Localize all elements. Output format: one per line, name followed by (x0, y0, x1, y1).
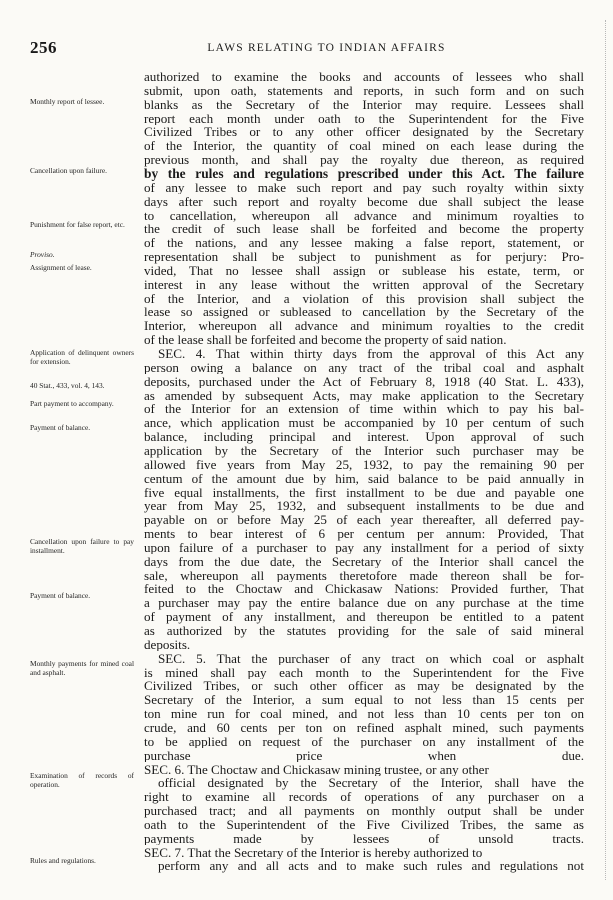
margin-note: Cancellation upon failure to pay installment. (30, 537, 134, 555)
body-line: days after such report and royalty become due shall subject the lease (144, 194, 584, 209)
body-line: official designated by the Secretary of the Interior, shall have the (158, 776, 584, 790)
body-line: to be applied on request of the purchaser on any installment of the (144, 734, 584, 749)
body-line: a purchaser may pay the entire balance due on any purchase at the time (144, 596, 584, 610)
body-line: perform any and all acts and to make such rules and regulations not (158, 859, 584, 874)
body-line: Secretary of the Interior, a sum equal to not less than 15 cents per (144, 693, 584, 707)
body-line: days from the due date, the Secretary of the Interior shall cancel the (144, 554, 584, 569)
body-line: SEC. 4. That within thirty days from the approval of this Act any (158, 347, 584, 361)
body-line: five equal installments, the first installment to be due and payable one (144, 485, 584, 500)
body-line: report each month under oath to the Superintendent for the Five (144, 111, 584, 126)
body-line: deposits. (144, 637, 191, 652)
margin-note: Part payment to accompany. (30, 399, 114, 408)
margin-note: Cancellation upon failure. (30, 166, 107, 175)
body-line: ton mine run for coal mined, and not less than 10 cents per ton on (144, 707, 584, 721)
body-line: balance, including principal and interest. Upon approval of such (144, 430, 584, 444)
margin-note: Monthly report of lessee. (30, 97, 105, 106)
body-line: SEC. 6. The Choctaw and Chickasaw mining trustee, or any other (144, 762, 489, 777)
margin-note: Application of delinquent owners for extension. (30, 348, 134, 366)
body-line: application by the Secretary of the Interior such purchaser may be (144, 443, 584, 458)
body-line: payments made by lessees of unsold tracts. (144, 831, 584, 846)
body-line: representation shall be subject to punishment as for perjury: Pro- (144, 250, 584, 264)
margin-note: Examination of records of operation. (30, 771, 134, 789)
body-line: of the Interior, and a violation of this provision shall subject the (144, 291, 584, 306)
body-line: of the nations, and any lessee making a false report, statement, or (144, 236, 584, 250)
body-line: previous month, and shall pay the royalty due thereon, as required (144, 153, 584, 167)
body-line: of the Interior, the quantity of coal mined on each lease during the (144, 139, 584, 153)
body-line: oath to the Superintendent of the Five Civilized Tribes, the same as (144, 817, 584, 832)
body-line: upon failure of a purchaser to pay any installment for a period of sixty (144, 540, 584, 555)
body-line: feited to the Choctaw and Chickasaw Nations: Provided further, That (144, 582, 584, 597)
page-number: 256 (30, 38, 57, 57)
body-line: ance, which application must be accompanied by 10 per centum of such (144, 416, 584, 430)
body-line: person owing a balance on any tract of the tribal coal and asphalt (144, 360, 584, 375)
margin-note: Proviso. (30, 250, 55, 259)
body-line: lease so assigned or subleased to cancellation by the Secretary of the (144, 305, 584, 320)
body-line: of payment of any installment, and thereupon be entitled to a patent (144, 610, 584, 624)
margin-note: Payment of balance. (30, 423, 91, 432)
body-line: sale, whereupon all payments theretofore made thereon shall be for- (144, 568, 584, 583)
running-head: LAWS RELATING TO INDIAN AFFAIRS (207, 42, 446, 54)
margin-note: Punishment for false report, etc. (30, 220, 125, 229)
body-line: SEC. 5. That the purchaser of any tract on which coal or asphalt (158, 651, 584, 666)
body-line: blanks as the Secretary of the Interior may require. Lessees shall (144, 97, 584, 112)
body-line: by the rules and regulations prescribed under this Act. The failure (144, 166, 584, 181)
body-line: of the Interior for an extension of time within which to pay his bal- (144, 402, 584, 416)
margin-note: Monthly payments for mined coal and asphalt. (30, 659, 134, 677)
body-line: of the lease shall be forfeited and become the property of said nation. (144, 333, 507, 347)
body-line: crude, and 60 cents per ton on refined asphalt mined, such payments (144, 720, 584, 735)
margin-note: Rules and regulations. (30, 856, 96, 865)
body-line: authorized to examine the books and accounts of lessees who shall (144, 70, 584, 84)
body-line: submit, upon oath, statements and reports, in such form and on such (144, 83, 584, 98)
body-line: the credit of such lease shall be forfeited and become the property (144, 222, 584, 236)
body-line: is mined shall pay each month to the Superintendent for the Five (144, 665, 584, 680)
body-line: allowed five years from May 25, 1932, to pay the remaining 90 per (144, 457, 584, 472)
body-line: SEC. 7. That the Secretary of the Interior is hereby authorized to (144, 845, 483, 860)
body-line: ments to bear interest of 6 per centum per annum: Provided, That (144, 527, 584, 541)
margin-note: Payment of balance. (30, 591, 91, 600)
body-line: centum of the amount due by him, said balance to be paid annually in (144, 471, 584, 486)
body-line: purchase price when due. (144, 748, 584, 763)
margin-note: 40 Stat., 433, vol. 4, 143. (30, 381, 105, 390)
body-line: as authorized by the statutes providing for the sale of said mineral (144, 624, 584, 638)
body-line: Civilized Tribes or to any other officer designated by the Secretary (144, 125, 584, 139)
page-edge (605, 20, 609, 880)
body-line: purchased tract; and all payments on monthly output shall be under (144, 804, 584, 818)
body-line: vided, That no lessee shall assign or sublease his estate, term, or (144, 263, 584, 278)
body-line: payable on or before May 25 of each year thereafter, all deferred pay- (144, 513, 584, 527)
body-line: year from May 25, 1932, and subsequent installments to be due and (144, 499, 584, 513)
body-line: interest in any lease without the written approval of the Secretary (144, 277, 584, 292)
body-line: of any lessee to make such report and pay such royalty within sixty (144, 180, 584, 195)
body-line: as amended by subsequent Acts, may make application to the Secretary (144, 388, 584, 403)
body-line: deposits, purchased under the Act of February 8, 1918 (40 Stat. L. 433), (144, 374, 584, 389)
body-line: right to examine all records of operations of any purchaser on a (144, 790, 584, 804)
body-line: to cancellation, whereupon all advance and minimum royalties to (144, 208, 584, 223)
margin-note: Assignment of lease. (30, 263, 92, 272)
body-line: Interior, whereupon all advance and minimum royalties to the credit (144, 319, 584, 333)
body-line: Civilized Tribes, or such other officer as may be designated by the (144, 679, 584, 693)
